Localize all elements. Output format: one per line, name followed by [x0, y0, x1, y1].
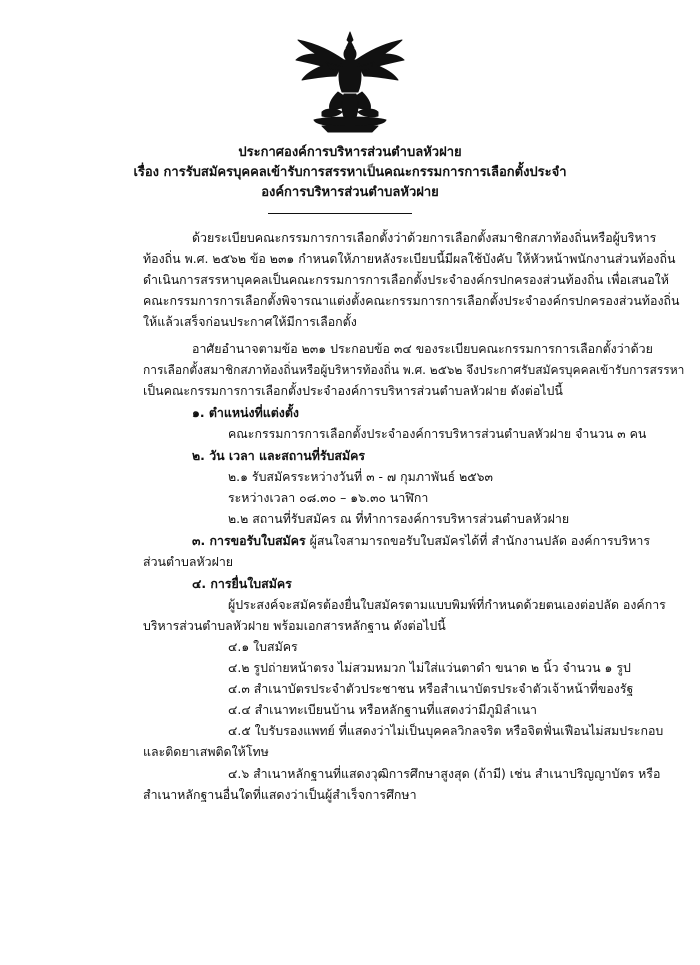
section-2-item-2: ๒.๒ สถานที่รับสมัคร ณ ที่ทำการองค์การบริหารส่วนตำบลหัวฝาย — [228, 511, 570, 526]
paragraph-1-line-3: ดำเนินการสรรหาบุคคลเป็นคณะกรรมการการเลือกตั้งประจำองค์กรปกครองส่วนท้องถิ่น เพื่อเสนอให้ — [143, 272, 669, 287]
section-4-item-6: ๔.๖ สำเนาหลักฐานที่แสดงวุฒิการศึกษาสูงสุด (ถ้ามี) เช่น สำเนาปริญญาบัตร หรือ — [228, 766, 661, 781]
section-1-text: คณะกรรมการการเลือกตั้งประจำองค์การบริหารส่วนตำบลหัวฝาย จำนวน ๓ คน — [228, 426, 647, 441]
section-4-item-4: ๔.๔ สำเนาทะเบียนบ้าน หรือหลักฐานที่แสดงว่ามีภูมิลำเนา — [228, 702, 537, 717]
section-4-text-continued: บริหารส่วนตำบลหัวฝาย พร้อมเอกสารหลักฐาน ดังต่อไปนี้ — [143, 618, 446, 633]
section-2-heading: ๒. วัน เวลา และสถานที่รับสมัคร — [192, 448, 366, 463]
section-3-heading: ๓. การขอรับใบสมัคร — [192, 533, 306, 548]
announcement-subject: เรื่อง การรับสมัครบุคคลเข้ารับการสรรหาเป็นคณะกรรมการการเลือกตั้งประจำ — [133, 165, 567, 180]
section-4-item-6-continued: สำเนาหลักฐานอื่นใดที่แสดงว่าเป็นผู้สำเร็จการศึกษา — [143, 787, 417, 802]
section-1-heading: ๑. ตำแหน่งที่แต่งตั้ง — [192, 405, 299, 420]
garuda-emblem-icon — [292, 30, 408, 136]
section-4-text: ผู้ประสงค์จะสมัครต้องยื่นใบสมัครตามแบบพิมพ์ที่กำหนดด้วยตนเองต่อปลัด องค์การ — [228, 597, 666, 612]
section-4-item-1: ๔.๑ ใบสมัคร — [228, 639, 298, 654]
section-4-heading: ๔. การยื่นใบสมัคร — [192, 576, 292, 591]
title-underline — [268, 213, 412, 214]
paragraph-1-line-4: คณะกรรมการการเลือกตั้งพิจารณาแต่งตั้งคณะกรรมการการเลือกตั้งประจำองค์กรปกครองส่วนท้องถิ่น — [143, 293, 680, 308]
section-4-item-5-continued: และติดยาเสพติดให้โทษ — [143, 744, 269, 759]
paragraph-2-line-1: อาศัยอำนาจตามข้อ ๒๓๑ ประกอบข้อ ๓๔ ของระเบียบคณะกรรมการการเลือกตั้งว่าด้วย — [192, 341, 653, 356]
section-3-text: ผู้สนใจสามารถขอรับใบสมัครได้ที่ สำนักงานปลัด องค์การบริหาร — [305, 533, 651, 548]
section-3-line-2: ส่วนตำบลหัวฝาย — [143, 554, 234, 569]
section-4-item-2: ๔.๒ รูปถ่ายหน้าตรง ไม่สวมหมวก ไม่ใส่แว่นตาดำ ขนาด ๒ นิ้ว จำนวน ๑ รูป — [228, 660, 631, 675]
section-4-item-3: ๔.๓ สำเนาบัตรประจำตัวประชาชน หรือสำเนาบัตรประจำตัวเจ้าหน้าที่ของรัฐ — [228, 681, 634, 696]
announcement-title: ประกาศองค์การบริหารส่วนตำบลหัวฝาย — [238, 145, 462, 160]
section-3-line-1 — [192, 532, 650, 550]
section-2-item-1-time: ระหว่างเวลา ๐๘.๓๐ – ๑๖.๓๐ นาฬิกา — [228, 490, 429, 505]
announcement-subject-continued: องค์การบริหารส่วนตำบลหัวฝาย — [261, 185, 439, 200]
paragraph-1-line-2: ท้องถิ่น พ.ศ. ๒๕๖๒ ข้อ ๒๓๑ กำหนดให้ภายหลังระเบียบนี้มีผลใช้บังคับ ให้หัวหน้าพนักงานส่วนท้องถิ่น — [143, 251, 676, 266]
paragraph-2-line-2: การเลือกตั้งสมาชิกสภาท้องถิ่นหรือผู้บริหารท้องถิ่น พ.ศ. ๒๕๖๒ จึงประกาศรับสมัครบุคคลเข้ารับการสรรหา — [143, 363, 685, 377]
paragraph-1-line-5: ให้แล้วเสร็จก่อนประกาศให้มีการเลือกตั้ง — [143, 314, 357, 329]
section-2-item-1: ๒.๑ รับสมัครระหว่างวันที่ ๓ - ๗ กุมภาพันธ์ ๒๕๖๓ — [228, 469, 493, 484]
paragraph-2-line-3: เป็นคณะกรรมการการเลือกตั้งประจำองค์การบริหารส่วนตำบลหัวฝาย ดังต่อไปนี้ — [143, 383, 563, 398]
paragraph-1-line-1: ด้วยระเบียบคณะกรรมการการเลือกตั้งว่าด้วยการเลือกตั้งสมาชิกสภาท้องถิ่นหรือผู้บริหาร — [192, 230, 657, 245]
section-4-item-5: ๔.๕ ใบรับรองแพทย์ ที่แสดงว่าไม่เป็นบุคคลวิกลจริต หรือจิตฟั่นเฟือนไม่สมประกอบ — [228, 723, 664, 738]
